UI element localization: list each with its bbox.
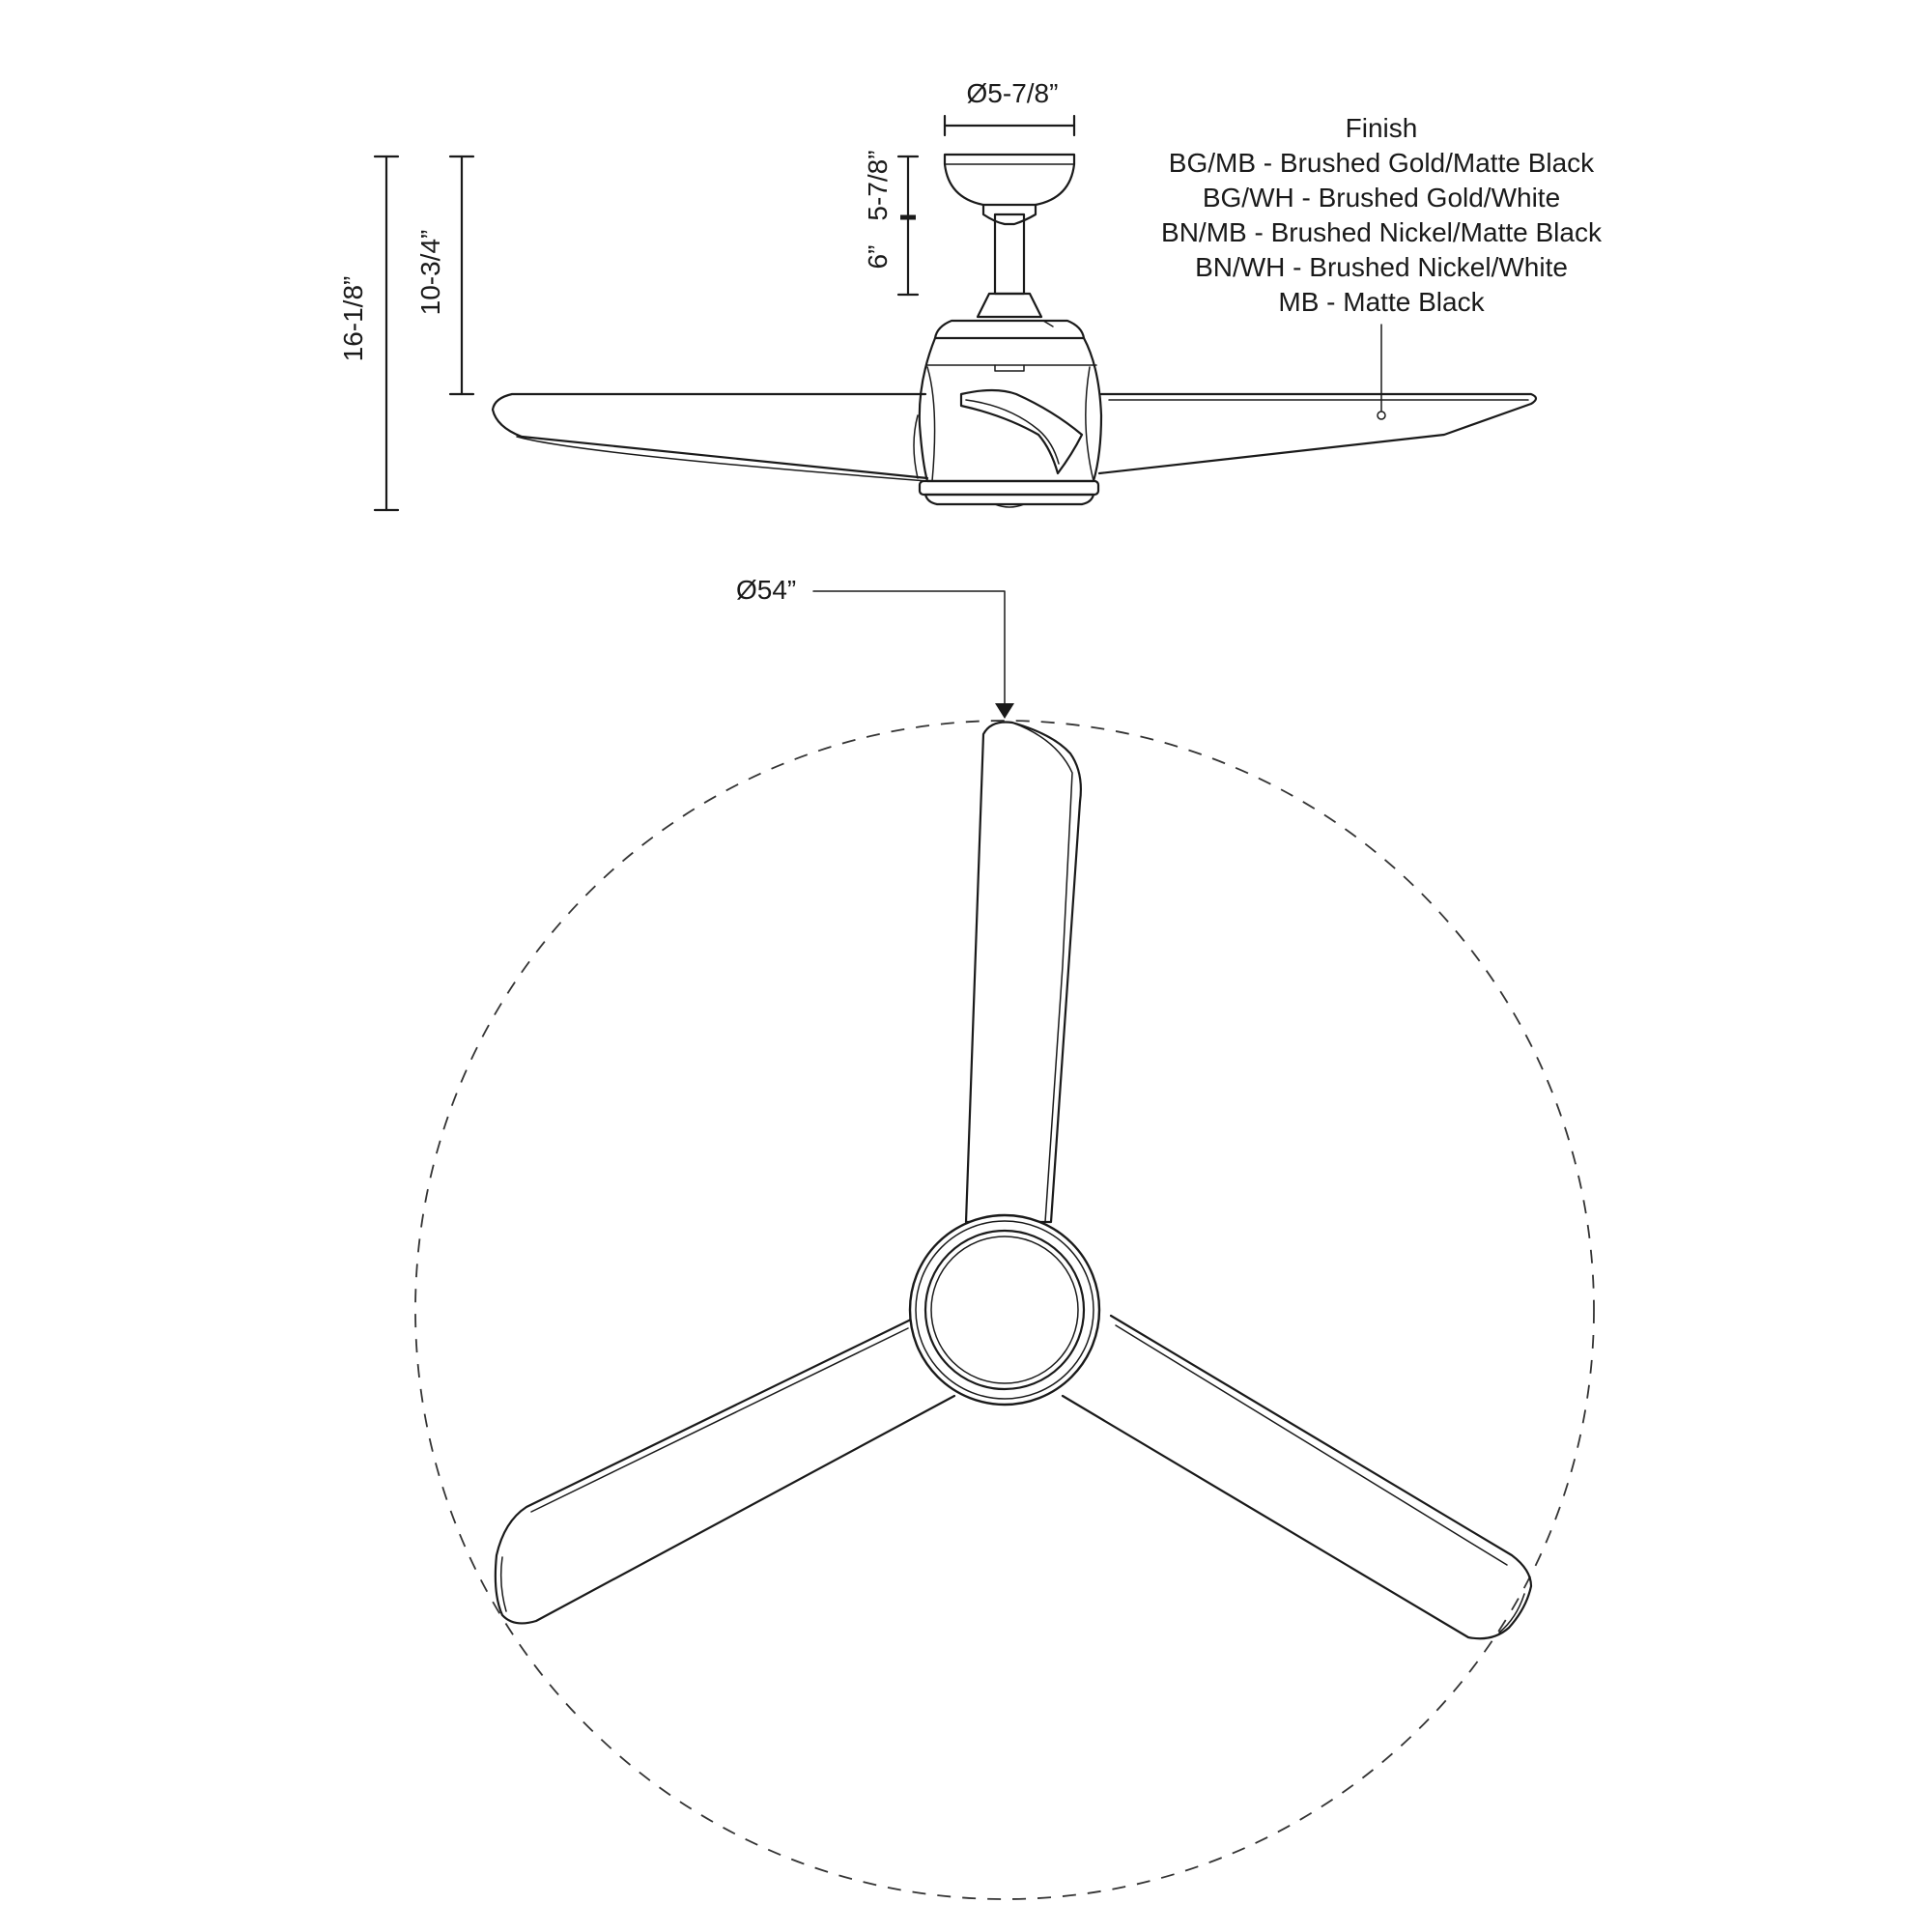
motor-hub [910, 1215, 1099, 1405]
finish-heading: Finish [1345, 113, 1418, 143]
blade-span-label: Ø54” [736, 575, 797, 605]
canopy [945, 155, 1074, 205]
finish-option: BN/WH - Brushed Nickel/White [1195, 252, 1568, 282]
blade-to-ceiling-dimension [415, 156, 473, 394]
left-blade-side [493, 394, 927, 481]
top-blade [966, 723, 1081, 1223]
lower-right-blade [1063, 1316, 1531, 1638]
finish-option: BN/MB - Brushed Nickel/Matte Black [1161, 217, 1602, 247]
blade-to-ceiling-label: 10-3/4” [415, 229, 445, 316]
finish-option: BG/WH - Brushed Gold/White [1202, 183, 1561, 213]
lower-left-blade [496, 1319, 954, 1623]
plan-view [415, 575, 1594, 1899]
canopy-diameter-dimension [945, 78, 1074, 135]
downrod-length-label: 6” [863, 244, 893, 270]
canopy-height-label: 5-7/8” [863, 150, 893, 221]
canopy-downrod-dimension [863, 150, 918, 295]
downrod [978, 205, 1041, 317]
blade-span-dimension [736, 575, 1014, 719]
right-blade-side [1099, 394, 1536, 473]
overall-height-dimension [338, 156, 398, 510]
overall-height-label: 16-1/8” [338, 275, 368, 362]
finish-legend [1161, 113, 1603, 317]
finish-leader [1378, 325, 1385, 419]
canopy-diameter-label: Ø5-7/8” [966, 78, 1059, 108]
finish-option: MB - Matte Black [1278, 287, 1485, 317]
motor-housing [920, 321, 1101, 507]
finish-option: BG/MB - Brushed Gold/Matte Black [1168, 148, 1595, 178]
